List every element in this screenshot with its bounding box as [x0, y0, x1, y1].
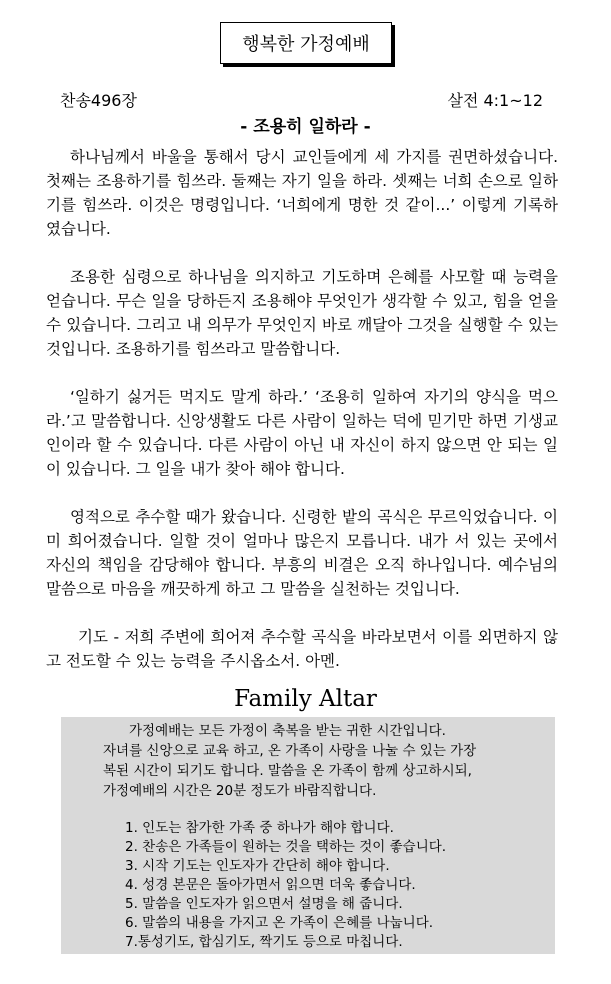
sermon-subtitle: - 조용히 일하라 - [240, 117, 371, 137]
step-item: 3. 시작 기도는 인도자가 간단히 해야 합니다. [125, 858, 390, 874]
sermon-body [46, 145, 558, 673]
hymn-number: 찬송496장 [60, 91, 137, 110]
step-item: 1. 인도는 참가한 가족 중 하나가 해야 합니다. [125, 820, 394, 836]
step-item: 4. 성경 본문은 돌아가면서 읽으면 더욱 좋습니다. [125, 877, 416, 893]
intro-line: 가정예배의 시간은 20분 정도가 바람직합니다. [103, 783, 377, 799]
family-altar-intro [103, 721, 543, 801]
family-altar-steps [125, 819, 446, 952]
intro-line: 복된 시간이 되기도 합니다. 말씀을 온 가족이 함께 상고하시되, [103, 763, 472, 779]
sermon-paragraph: ‘일하기 싫거든 먹지도 말게 하라.’ ‘조용히 일하여 자기의 양식을 먹으라.’고 말씀합니다. 신앙생활도 다른 사람이 일하는 덕에 믿기만 하면 기생교인이라 할 수 있습니다. 다른 사람이 아닌 내 자신이 하지 않으면 안 되는 일이 있습니다. 그 일을 내가 찾아 해야 합니다. [46, 388, 558, 478]
scripture-reference: 살전 4:1~12 [447, 91, 543, 110]
prayer-paragraph: 기도 - 저희 주변에 희어져 추수할 곡식을 바라보면서 이를 외면하지 않고 전도할 수 있는 능력을 주시옵소서. 아멘. [46, 628, 558, 670]
step-item: 2. 찬송은 가족들이 원하는 것을 택하는 것이 좋습니다. [125, 839, 447, 855]
step-item: 5. 말씀을 인도자가 읽으면서 설명을 해 줍니다. [125, 896, 403, 912]
intro-line: 자녀를 신앙으로 교육 하고, 온 가족이 사랑을 나눌 수 있는 가장 [103, 743, 477, 759]
sermon-paragraph: 하나님께서 바울을 통해서 당시 교인들에게 세 가지를 권면하셨습니다. 첫째는 조용하기를 힘쓰라. 둘째는 자기 일을 하라. 셋째는 너희 손으로 일하기를 힘쓰라. 이것은 명령입니다. ‘너희에게 명한 것 같이...’ 이렇게 기록하였습니다. [46, 148, 558, 238]
step-item: 6. 말씀의 내용을 가지고 온 가족이 은혜를 나눕니다. [125, 915, 434, 931]
sermon-paragraph: 조용한 심령으로 하나님을 의지하고 기도하며 은혜를 사모할 때 능력을 얻습니다. 무슨 일을 당하든지 조용해야 무엇인가 생각할 수 있고, 힘을 얻을 수 있습니다. 그리고 내 의무가 무엇인지 바로 깨달아 그것을 실행할 수 있는 것입니다. 조용하기를 힘쓰라고 말씀합니다. [46, 268, 558, 358]
intro-line: 가정예배는 모든 가정이 축복을 받는 귀한 시간입니다. [129, 723, 446, 739]
page-title: 행복한 가정예배 [220, 22, 392, 64]
family-altar-box [61, 717, 555, 954]
family-altar-heading: Family Altar [234, 686, 377, 712]
sermon-paragraph: 영적으로 추수할 때가 왔습니다. 신령한 밭의 곡식은 무르익었습니다. 이미 희어졌습니다. 일할 것이 얼마나 많은지 모릅니다. 내가 서 있는 곳에서 자신의 책임을 감당해야 합니다. 부흥의 비결은 오직 하나입니다. 예수님의 말씀으로 마음을 깨끗하게 하고 그 말씀을 실천하는 것입니다. [46, 508, 558, 598]
step-item: 7.통성기도, 합심기도, 짝기도 등으로 마칩니다. [125, 934, 403, 950]
